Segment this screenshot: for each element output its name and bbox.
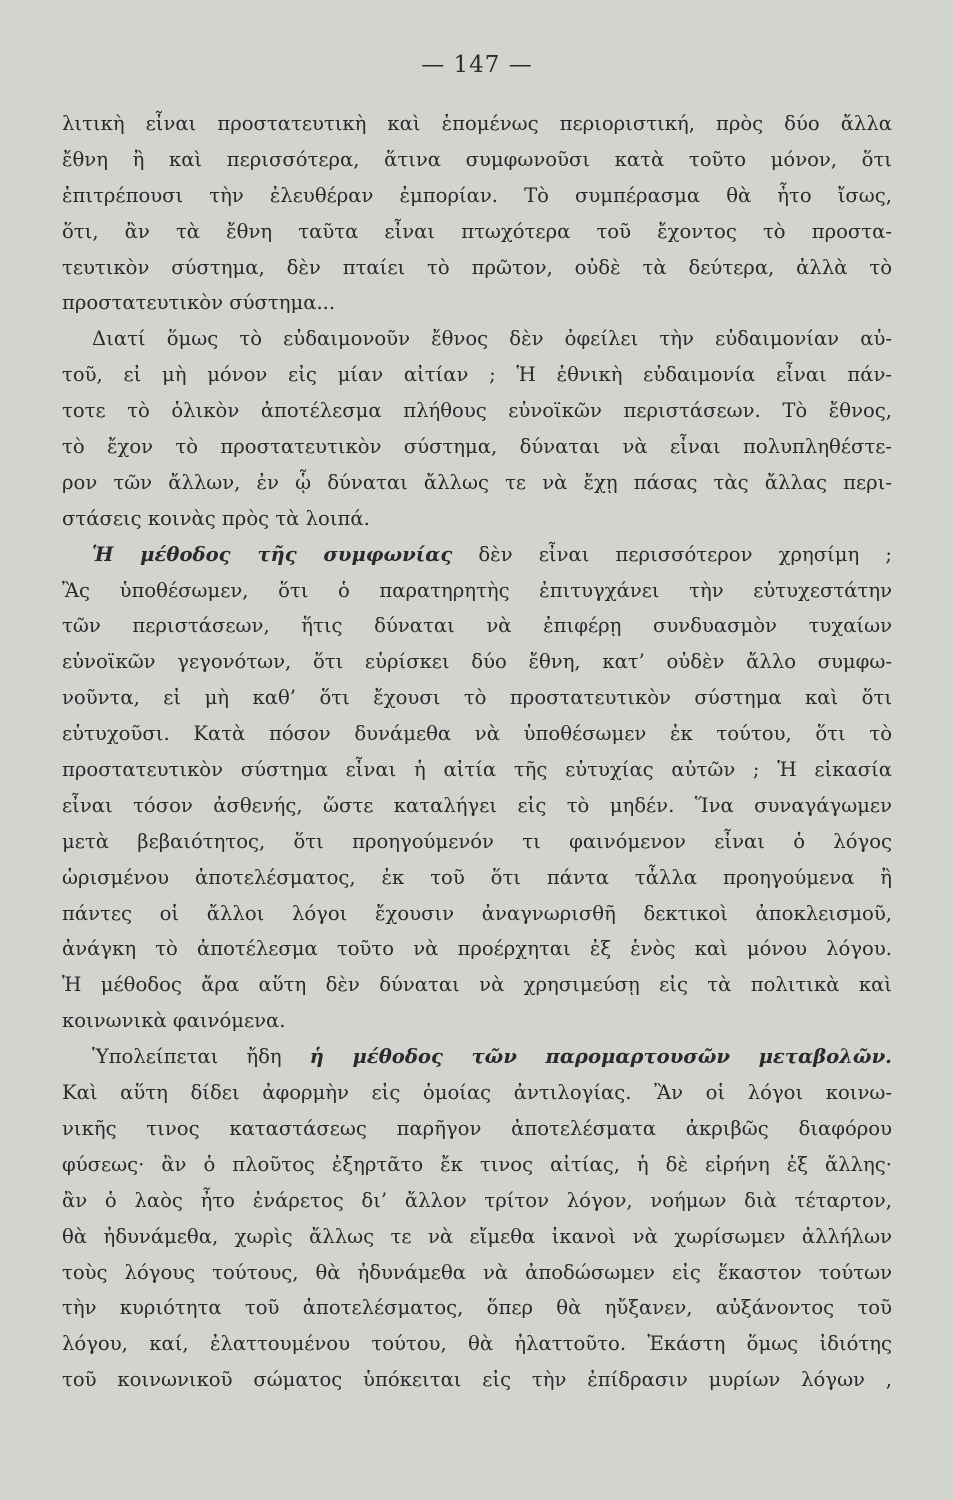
text-line xyxy=(62,393,892,429)
line-text: εἶναι τόσον ἀσθενής, ὥστε καταλήγει εἰς τὸ μηδέν. Ἵνα συναγάγωμεν xyxy=(62,793,892,817)
line-text: Καὶ αὕτη δίδει ἀφορμὴν εἰς ὁμοίας ἀντιλογίας. Ἂν οἱ λόγοι κοινω- xyxy=(62,1081,892,1105)
text-line xyxy=(62,142,892,178)
line-text: προστατευτικὸν σύστημα εἶναι ἡ αἰτία τῆς εὐτυχίας αὐτῶν ; Ἡ εἰκασία xyxy=(62,758,892,782)
line-text: ἂν ὁ λαὸς ἦτο ἐνάρετος δι’ ἄλλον τρίτον λόγον, νοήμων διὰ τέταρτον, xyxy=(62,1188,892,1212)
text-line xyxy=(62,1003,892,1039)
line-text: τῶν περιστάσεων, ἥτις δύναται νὰ ἐπιφέρῃ συνδυασμὸν τυχαίων xyxy=(62,614,892,638)
text-line xyxy=(62,357,892,393)
line-text: νοῦντα, εἰ μὴ καθ’ ὅτι ἔχουσι τὸ προστατευτικὸν σύστημα καὶ ὅτι xyxy=(62,686,892,710)
line-text: μετὰ βεβαιότητος, ὅτι προηγούμενόν τι φαινόμενον εἶναι ὁ λόγος xyxy=(62,829,892,853)
text-line xyxy=(62,178,892,214)
line-text: τὸ ἔχον τὸ προστατευτικὸν σύστημα, δύναται νὰ εἶναι πολυπληθέστε- xyxy=(62,435,892,459)
text-line xyxy=(62,1219,892,1255)
line-text: στάσεις κοινὰς πρὸς τὰ λοιπά. xyxy=(62,506,370,530)
line-text: φύσεως· ἂν ὁ πλοῦτος ἐξηρτᾶτο ἔκ τινος αἰτίας, ἡ δὲ εἰρήνη ἐξ ἄλλης· xyxy=(62,1152,892,1176)
line-text: κοινωνικὰ φαινόμενα. xyxy=(62,1009,286,1033)
line-text: ἐπιτρέπουσι τὴν ἐλευθέραν ἐμπορίαν. Τὸ συμπέρασμα θὰ ἦτο ἴσως, xyxy=(62,183,892,207)
line-text: εὐνοϊκῶν γεγονότων, ὅτι εὑρίσκει δύο ἔθνη, κατ’ οὐδὲν ἄλλο συμφω- xyxy=(62,650,892,674)
text-line xyxy=(62,106,892,142)
text-line xyxy=(62,537,892,573)
line-text: ὡρισμένου ἀποτελέσματος, ἐκ τοῦ ὅτι πάντα τἆλλα προηγούμενα ἢ xyxy=(62,865,892,889)
line-text: προστατευτικὸν σύστημα... xyxy=(62,291,336,315)
line-text: ρον τῶν ἄλλων, ἐν ᾧ δύναται ἄλλως τε νὰ ἔχῃ πάσας τὰς ἄλλας περι- xyxy=(62,470,892,494)
text-line xyxy=(62,1147,892,1183)
line-text: νικῆς τινος καταστάσεως παρῆγον ἀποτελέσματα ἀκριβῶς διαφόρου xyxy=(62,1116,892,1140)
text-line xyxy=(62,1326,892,1362)
text-line xyxy=(62,752,892,788)
text-line xyxy=(62,1290,892,1326)
text-line xyxy=(62,1255,892,1291)
text-line xyxy=(62,465,892,501)
text-line xyxy=(62,860,892,896)
emphasized-phrase: ἡ μέθοδος τῶν παρομαρτουσῶν μεταβολῶν. xyxy=(309,1045,892,1069)
line-text: τοὺς λόγους τούτους, θὰ ἠδυνάμεθα νὰ ἀποδώσωμεν εἰς ἕκαστον τούτων xyxy=(62,1260,892,1284)
line-text: λόγου, καί, ἐλαττουμένου τούτου, θὰ ἠλαττοῦτο. Ἑκάστη ὅμως ἰδιότης xyxy=(62,1332,892,1356)
line-text: θὰ ἠδυνάμεθα, χωρὶς ἄλλως τε νὰ εἴμεθα ἱκανοὶ νὰ χωρίσωμεν ἀλλήλων xyxy=(62,1224,892,1248)
text-line xyxy=(62,967,892,1003)
text-line xyxy=(62,250,892,286)
line-text: πάντες οἱ ἄλλοι λόγοι ἔχουσιν ἀναγνωρισθῆ δεκτικοὶ ἀποκλεισμοῦ, xyxy=(62,901,892,925)
text-line xyxy=(62,429,892,465)
line-text: ἀνάγκη τὸ ἀποτέλεσμα τοῦτο νὰ προέρχηται ἐξ ἑνὸς καὶ μόνου λόγου. xyxy=(62,937,892,961)
text-line xyxy=(62,608,892,644)
body-text xyxy=(62,106,892,1398)
text-line xyxy=(62,1362,892,1398)
line-text: τοτε τὸ ὁλικὸν ἀποτέλεσμα πλήθους εὐνοϊκῶν περιστάσεων. Τὸ ἔθνος, xyxy=(62,399,892,423)
line-text: τοῦ, εἰ μὴ μόνον εἰς μίαν αἰτίαν ; Ἡ ἐθνικὴ εὐδαιμονία εἶναι πάν- xyxy=(62,363,892,387)
line-text: Ἡ μέθοδος ἄρα αὕτη δὲν δύναται νὰ χρησιμεύσῃ εἰς τὰ πολιτικὰ καὶ xyxy=(62,973,892,997)
text-line xyxy=(62,896,892,932)
text-line xyxy=(62,931,892,967)
line-text: τοῦ κοινωνικοῦ σώματος ὑπόκειται εἰς τὴν ἐπίδρασιν μυρίων λόγων , xyxy=(62,1368,892,1392)
text-line xyxy=(62,1111,892,1147)
line-text: Διατί ὅμως τὸ εὐδαιμονοῦν ἔθνος δὲν ὀφείλει τὴν εὐδαιμονίαν αὐ- xyxy=(92,327,892,351)
line-text: τὴν κυριότητα τοῦ ἀποτελέσματος, ὅπερ θὰ ηὔξανεν, αὐξάνοντος τοῦ xyxy=(62,1296,892,1320)
line-text: Ἂς ὑποθέσωμεν, ὅτι ὁ παρατηρητὴς ἐπιτυγχάνει τὴν εὐτυχεστάτην xyxy=(62,578,892,602)
text-line xyxy=(62,644,892,680)
text-line xyxy=(62,573,892,609)
line-text: δὲν εἶναι περισσότερον χρησίμη ; xyxy=(452,542,893,566)
text-line xyxy=(62,1075,892,1111)
line-text: ὅτι, ἂν τὰ ἔθνη ταῦτα εἶναι πτωχότερα τοῦ ἔχοντος τὸ προστα- xyxy=(62,219,892,243)
text-line xyxy=(62,680,892,716)
text-line xyxy=(62,1183,892,1219)
page-number: — 147 — xyxy=(421,52,533,78)
text-line xyxy=(62,1039,892,1075)
text-line xyxy=(62,285,892,321)
text-line xyxy=(62,716,892,752)
emphasized-phrase: Ἡ μέθοδος τῆς συμφωνίας xyxy=(92,542,453,566)
line-text: ἔθνη ἢ καὶ περισσότερα, ἅτινα συμφωνοῦσι κατὰ τοῦτο μόνον, ὅτι xyxy=(62,147,892,171)
line-text: τευτικὸν σύστημα, δὲν πταίει τὸ πρῶτον, οὐδὲ τὰ δεύτερα, ἀλλὰ τὸ xyxy=(62,255,892,279)
text-line xyxy=(62,321,892,357)
text-line xyxy=(62,214,892,250)
line-text: Ὑπολείπεται ἤδη xyxy=(92,1045,310,1069)
line-text: λιτικὴ εἶναι προστατευτικὴ καὶ ἑπομένως περιοριστική, πρὸς δύο ἄλλα xyxy=(62,112,892,135)
text-line xyxy=(62,501,892,537)
text-line xyxy=(62,824,892,860)
text-line xyxy=(62,788,892,824)
line-text: εὐτυχοῦσι. Κατὰ πόσον δυνάμεθα νὰ ὑποθέσωμεν ἐκ τούτου, ὅτι τὸ xyxy=(62,722,892,746)
